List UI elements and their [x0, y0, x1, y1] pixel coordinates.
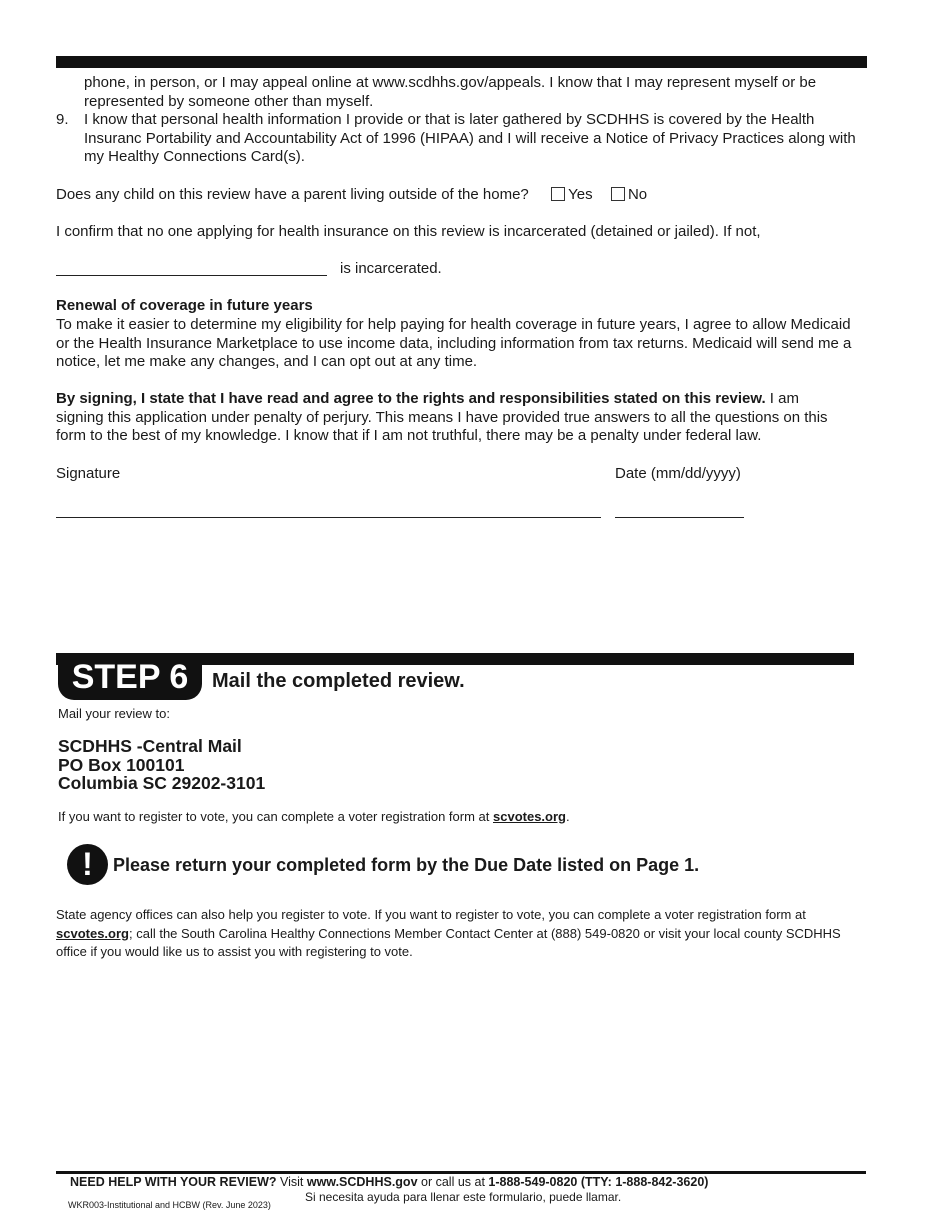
due-date-alert: Please return your completed form by the Due Date listed on Page 1.	[113, 855, 700, 875]
address-line-1: SCDHHS -Central Mail	[58, 736, 242, 756]
exclamation-icon: !	[67, 844, 108, 885]
list-item-number: 9.	[56, 111, 69, 128]
footer-divider	[56, 1171, 866, 1174]
parent-question	[56, 186, 647, 205]
renewal-text: To make it easier to determine my eligibility for help paying for health coverage in future years, I agree to allow Medicaid or the Health Insurance Marketplace to use income data, including information from tax returns. Medicaid will send me a notice, let me make any changes, and I can opt out at any time.	[56, 316, 852, 370]
signature-label: Signature	[56, 465, 121, 482]
footer-help-line	[70, 1175, 708, 1189]
appeal-continued-text: phone, in person, or I may appeal online at www.scdhhs.gov/appeals. I know that I may represent myself or be represented by someone other than myself.	[84, 74, 817, 110]
agency-voter-help	[56, 906, 856, 962]
address-line-2: PO Box 100101	[58, 754, 185, 775]
footer-call: or call us at	[417, 1175, 489, 1189]
address-line-3: Columbia SC 29202-3101	[58, 773, 266, 793]
mail-to-label: Mail your review to:	[58, 706, 170, 721]
no-checkbox[interactable]	[611, 187, 625, 201]
list-item-text: I know that personal health information I provide or that is later gathered by SCDHHS is covered by the Health Insuranc Portability and Accountability Act of 1996 (HIPAA) and I will receive a Notice of Privacy Practices along with my Healthy Connections Card(s).	[84, 111, 856, 165]
mailing-address	[58, 737, 265, 793]
yes-label: Yes	[568, 186, 593, 203]
date-field[interactable]	[615, 517, 744, 518]
top-divider-bar	[56, 56, 867, 68]
footer-website-link[interactable]: www.SCDHHS.gov	[306, 1175, 418, 1189]
incarceration-statement: I confirm that no one applying for health insurance on this review is incarcerated (detained or jailed). If not,	[56, 223, 761, 240]
voter-registration-note	[58, 808, 570, 827]
yes-checkbox[interactable]	[551, 187, 565, 201]
signing-statement-bold: By signing, I state that I have read and agree to the rights and responsibilities stated on this review.	[56, 390, 766, 407]
step6-tab: STEP 6	[58, 653, 202, 700]
voter-note-end: .	[565, 809, 570, 824]
step6-title: Mail the completed review.	[212, 670, 465, 692]
footer-phone: 1-888-549-0820 (TTY: 1-888-842-3620)	[488, 1175, 709, 1189]
voter-note-text: If you want to register to vote, you can complete a voter registration form at	[58, 809, 493, 824]
footer-visit: Visit	[276, 1175, 307, 1189]
signing-statement-text: I am signing this application under penalty of perjury. This means I have provided true answers to all the questions on this form to the best of my knowledge. I know that if I am not truthful, there may be a penalty under federal law.	[56, 390, 828, 444]
scvotes-link-2[interactable]: scvotes.org	[56, 925, 129, 941]
incarcerated-suffix: is incarcerated.	[340, 260, 442, 277]
footer-form-id: WKR003-Institutional and HCBW (Rev. June 2023)	[68, 1200, 271, 1210]
footer-spanish-note: Si necesita ayuda para llenar este formulario, puede llamar.	[305, 1190, 622, 1204]
list-item-9	[56, 111, 866, 167]
no-label: No	[627, 186, 648, 203]
scvotes-link[interactable]: scvotes.org	[493, 809, 566, 824]
agency-text: State agency offices can also help you register to vote. If you want to register to vote, you can complete a voter registration form at	[56, 907, 806, 922]
incarcerated-name-field[interactable]	[56, 275, 327, 276]
footer-help-label: NEED HELP WITH YOUR REVIEW?	[70, 1175, 277, 1189]
signing-statement	[56, 390, 846, 446]
signature-field[interactable]	[56, 517, 601, 518]
agency-text-end: ; call the South Carolina Healthy Connections Member Contact Center at (888) 549-0820 or visit your local county SCDHHS office if you would like us to assist you with registering to vote.	[56, 925, 841, 959]
date-label: Date (mm/dd/yyyy)	[615, 465, 741, 482]
renewal-heading: Renewal of coverage in future years	[56, 297, 313, 314]
parent-question-text: Does any child on this review have a parent living outside of the home?	[56, 186, 529, 203]
